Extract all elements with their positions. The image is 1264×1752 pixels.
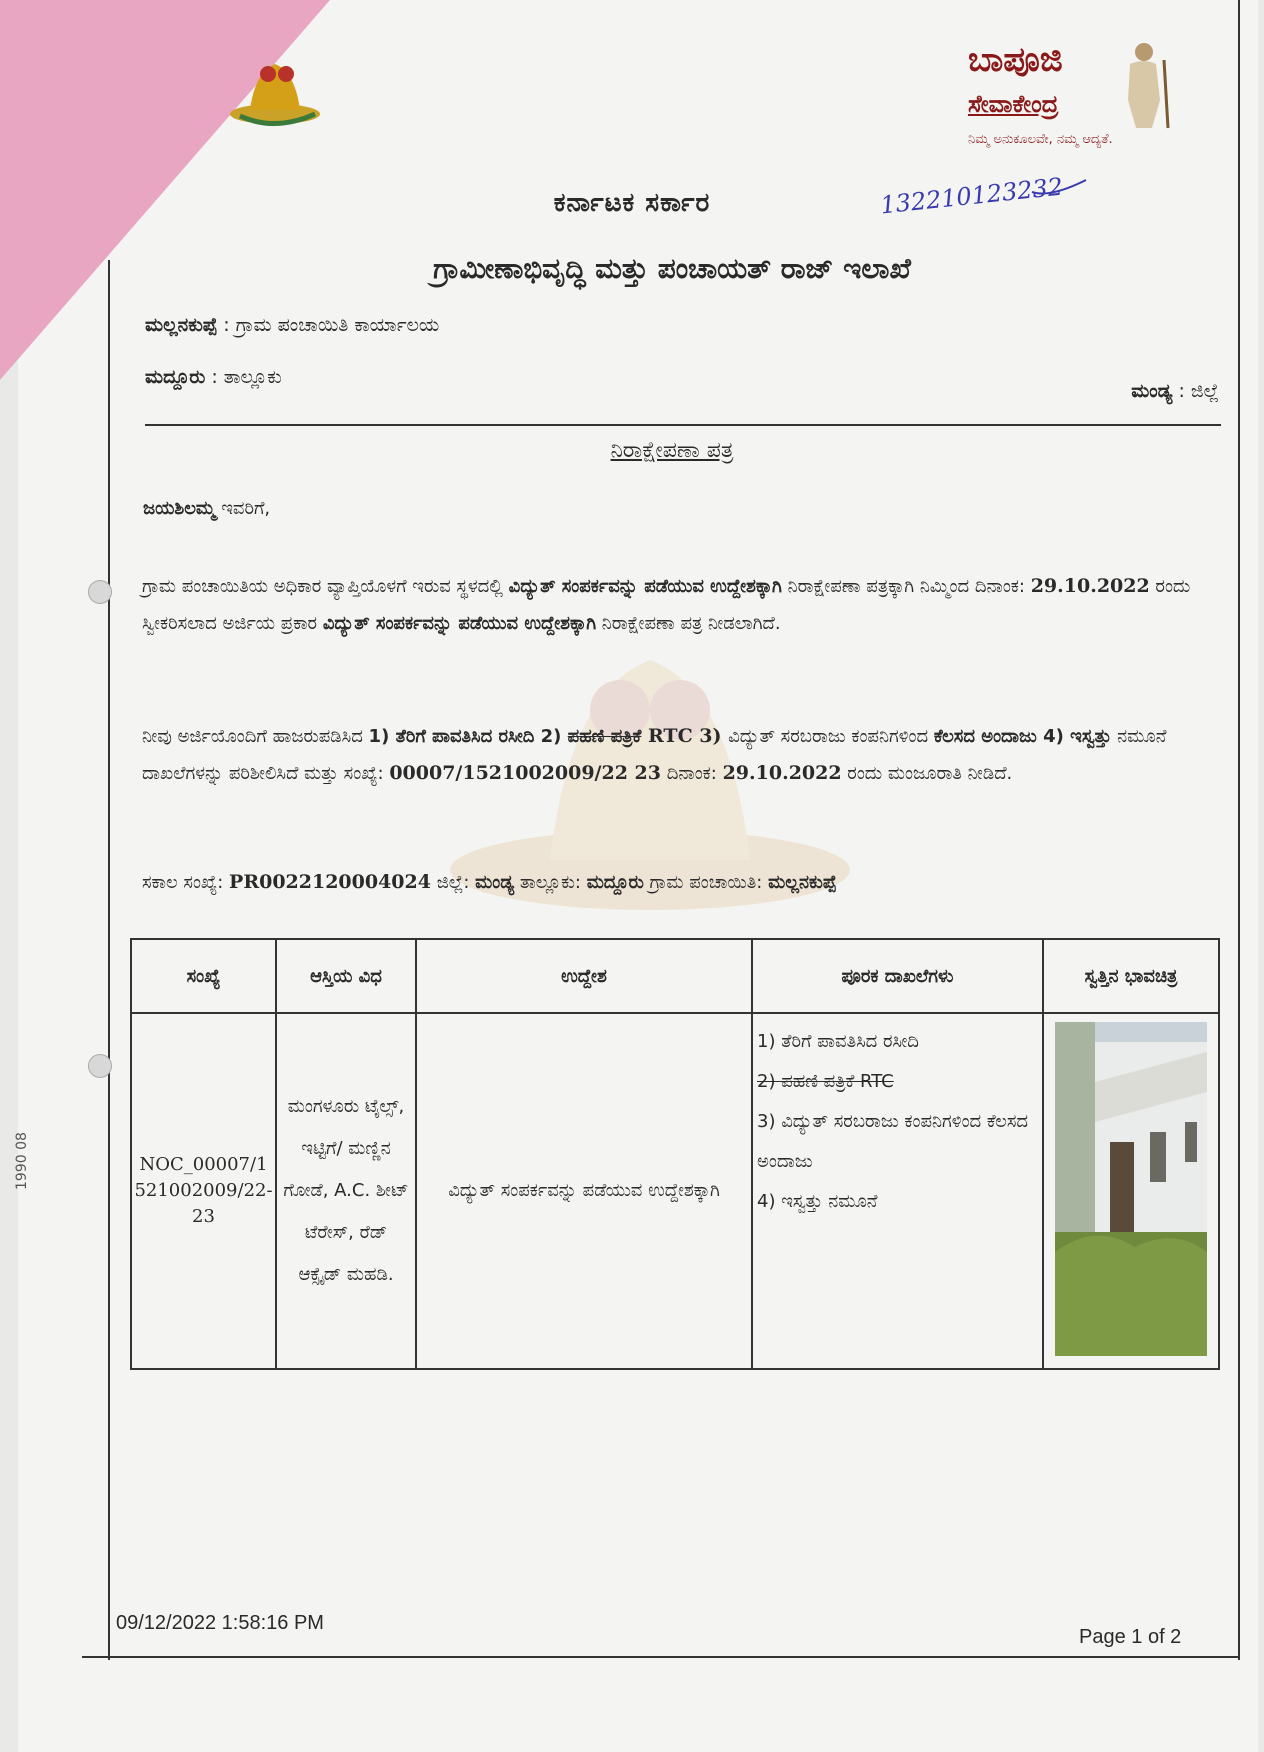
- sakala-gram-panchayat: ಮಲ್ಲನಕುಪ್ಪೆ: [768, 872, 837, 893]
- salutation: [143, 498, 270, 519]
- para1-date: 29.10.2022: [1030, 575, 1150, 597]
- property-type-cell: ಮಂಗಳೂರು ಟೈಲ್ಸ್, ಇಟ್ಟಿಗೆ/ ಮಣ್ಣಿನ ಗೋಡೆ, A.C. ಶೀಟ್ ಟೆರೇಸ್, ರೆಡ್ ಆಕ್ಸೈಡ್ ಮಹಡಿ.: [276, 1013, 416, 1369]
- para1-bold: ವಿದ್ಯುತ್ ಸಂಪರ್ಕವನ್ನು ಪಡೆಯುವ ಉದ್ದೇಶಕ್ಕಾಗಿ: [322, 613, 597, 634]
- para2-date: 29.10.2022: [722, 762, 842, 784]
- para2-text: ನಮೂನೆ ದಾಖಲೆಗಳನ್ನು ಪರಿಶೀಲಿಸಿದೆ ಮತ್ತು ಸಂಖ್ಯೆ:: [142, 726, 1167, 784]
- para1-text: ರಂದು ಸ್ವೀಕರಿಸಲಾದ ಅರ್ಜಿಯ ಪ್ರಕಾರ: [142, 576, 1191, 634]
- page-indicator: Page 1 of 2: [1079, 1626, 1182, 1648]
- paragraph-2: [142, 718, 1222, 792]
- government-title: ಕರ್ನಾಟಕ ಸರ್ಕಾರ: [553, 188, 711, 218]
- district-line: [1131, 380, 1219, 402]
- noc-number: NOC_00007/1521002009/22-23: [134, 1154, 273, 1227]
- punch-hole: [88, 1054, 112, 1078]
- sakala-label: ಜಿಲ್ಲೆ:: [430, 872, 476, 893]
- sakala-district: ಮಂಡ್ಯ: [475, 872, 515, 893]
- print-timestamp: 09/12/2022 1:58:16 PM: [116, 1612, 324, 1634]
- column-header: ಆಸ್ತಿಯ ವಿಧ: [276, 939, 416, 1013]
- para1-text: ನಿರಾಕ್ಷೇಪಣಾ ಪತ್ರ ನೀಡಲಾಗಿದೆ.: [596, 613, 781, 634]
- para1-text: ಗ್ರಾಮ ಪಂಚಾಯಿತಿಯ ಅಧಿಕಾರ ವ್ಯಾಪ್ತಿಯೊಳಗೆ ಇರುವ ಸ್ಥಳದಲ್ಲಿ: [142, 576, 509, 597]
- para2-text: ನೀವು ಅರ್ಜಿಯೊಂದಿಗೆ ಹಾಜರುಪಡಿಸಿದ: [142, 726, 369, 747]
- para1-bold: ವಿದ್ಯುತ್ ಸಂಪರ್ಕವನ್ನು ಪಡೆಯುವ ಉದ್ದೇಶಕ್ಕಾಗಿ: [508, 576, 782, 597]
- taluk-name: ಮದ್ದೂರು: [145, 366, 206, 388]
- office-label: : ಗ್ರಾಮ ಪಂಚಾಯಿತಿ ಕಾರ್ಯಾಲಯ: [217, 314, 440, 336]
- sakala-label: ತಾಲ್ಲೂಕು:: [514, 872, 587, 893]
- frame-bottom-border: [82, 1656, 1240, 1658]
- frame-left-border: [108, 260, 110, 1660]
- handwritten-number: 132210123232: [879, 172, 1065, 220]
- column-header: ಸಂಖ್ಯೆ: [131, 939, 276, 1013]
- sakala-number: PR0022120004024: [229, 871, 431, 893]
- para2-bold: RTC 3): [641, 725, 729, 747]
- bapuji-seva-kendra-logo: [968, 40, 1188, 160]
- gandhi-figure-icon: [1108, 40, 1178, 130]
- karnataka-emblem-icon: [220, 52, 330, 132]
- supporting-doc-item: 1) ತೆರಿಗೆ ಪಾವತಿಸಿದ ರಸೀದಿ: [757, 1031, 919, 1052]
- sanction-number: 00007/1521002009/22 23: [389, 762, 661, 784]
- sakala-label: ಗ್ರಾಮ ಪಂಚಾಯಿತಿ:: [643, 872, 769, 893]
- purpose-cell: ವಿದ್ಯುತ್ ಸಂಪರ್ಕವನ್ನು ಪಡೆಯುವ ಉದ್ದೇಶಕ್ಕಾಗಿ: [416, 1013, 752, 1369]
- punch-hole: [88, 580, 112, 604]
- logo-tagline: ನಿಮ್ಮ ಅನುಕೂಲವೇ, ನಮ್ಮ ಆದ್ಯತೆ.: [968, 132, 1113, 147]
- addressee-suffix: ಇವರಿಗೆ,: [215, 498, 271, 519]
- district-label: : ಜಿಲ್ಲೆ: [1172, 380, 1219, 402]
- table-header-row: [131, 939, 1219, 1013]
- taluk-label: : ತಾಲ್ಲೂಕು: [205, 366, 282, 388]
- table-row: [131, 1013, 1219, 1369]
- supporting-doc-item: 4) ಇಸ್ವತ್ತು ನಮೂನೆ: [757, 1191, 878, 1212]
- supporting-docs-cell: [752, 1013, 1043, 1369]
- para1-text: ನಿರಾಕ್ಷೇಪಣಾ ಪತ್ರಕ್ಕಾಗಿ ನಿಮ್ಮಿಂದ ದಿನಾಂಕ:: [781, 576, 1031, 597]
- supporting-doc-item: 2) ಪಹಣಿ ಪತ್ರಿಕೆ RTC: [757, 1071, 894, 1092]
- para2-text: ರಂದು ಮಂಜೂರಾತಿ ನೀಡಿದೆ.: [841, 763, 1013, 784]
- column-header: ಪೂರಕ ದಾಖಲೆಗಳು: [752, 939, 1043, 1013]
- property-photo: [1055, 1022, 1207, 1356]
- sakala-taluk: ಮದ್ದೂರು: [586, 872, 644, 893]
- column-header: ಸ್ವತ್ತಿನ ಭಾವಚಿತ್ರ: [1043, 939, 1219, 1013]
- para2-bold: 1) ತೆರಿಗೆ ಪಾವತಿಸಿದ ರಸೀದಿ 2): [368, 726, 568, 747]
- addressee-name: ಜಯಶಿಲಮ್ಮ: [143, 498, 216, 519]
- sakala-line: [142, 864, 1222, 901]
- para2-text: ದಿನಾಂಕ:: [661, 763, 723, 784]
- district-name: ಮಂಡ್ಯ: [1131, 380, 1173, 402]
- logo-subtitle: ಸೇವಾಕೇಂದ್ರ: [968, 90, 1059, 118]
- noc-table: [130, 938, 1220, 1370]
- taluk-line: [145, 366, 282, 388]
- paragraph-1: [142, 568, 1222, 642]
- para2-text: ವಿದ್ಯುತ್ ಸರಬರಾಜು ಕಂಪನಿಗಳಿಂದ: [728, 726, 934, 747]
- margin-note: 1990 08: [14, 1132, 30, 1190]
- frame-right-border: [1238, 0, 1240, 1660]
- supporting-doc-item: 3) ವಿದ್ಯುತ್ ಸರಬರಾಜು ಕಂಪನಿಗಳಿಂದ ಕೆಲಸದ ಅಂದಾಜು: [757, 1111, 1029, 1172]
- department-title: ಗ್ರಾಮೀಣಾಭಿವೃದ್ಧಿ ಮತ್ತು ಪಂಚಾಯತ್ ರಾಜ್ ಇಲಾಖೆ: [433, 252, 911, 285]
- document-heading: ನಿರಾಕ್ಷೇಪಣಾ ಪತ್ರ: [610, 438, 734, 463]
- office-line: [145, 314, 439, 336]
- logo-name: ಬಾಪೂಜಿ: [968, 40, 1063, 80]
- noc-number-cell: [131, 1013, 276, 1369]
- para2-struck-text: ಪಹಣಿ ಪತ್ರಿಕೆ: [567, 726, 642, 747]
- sakala-label: ಸಕಾಲ ಸಂಖ್ಯೆ:: [142, 872, 230, 893]
- column-header: ಉದ್ದೇಶ: [416, 939, 752, 1013]
- office-name: ಮಲ್ಲನಕುಪ್ಪೆ: [145, 314, 218, 336]
- para2-bold: ಕೆಲಸದ ಅಂದಾಜು 4) ಇಸ್ವತ್ತು: [933, 726, 1112, 747]
- property-photo-cell: [1043, 1013, 1219, 1369]
- header-divider: [145, 424, 1221, 426]
